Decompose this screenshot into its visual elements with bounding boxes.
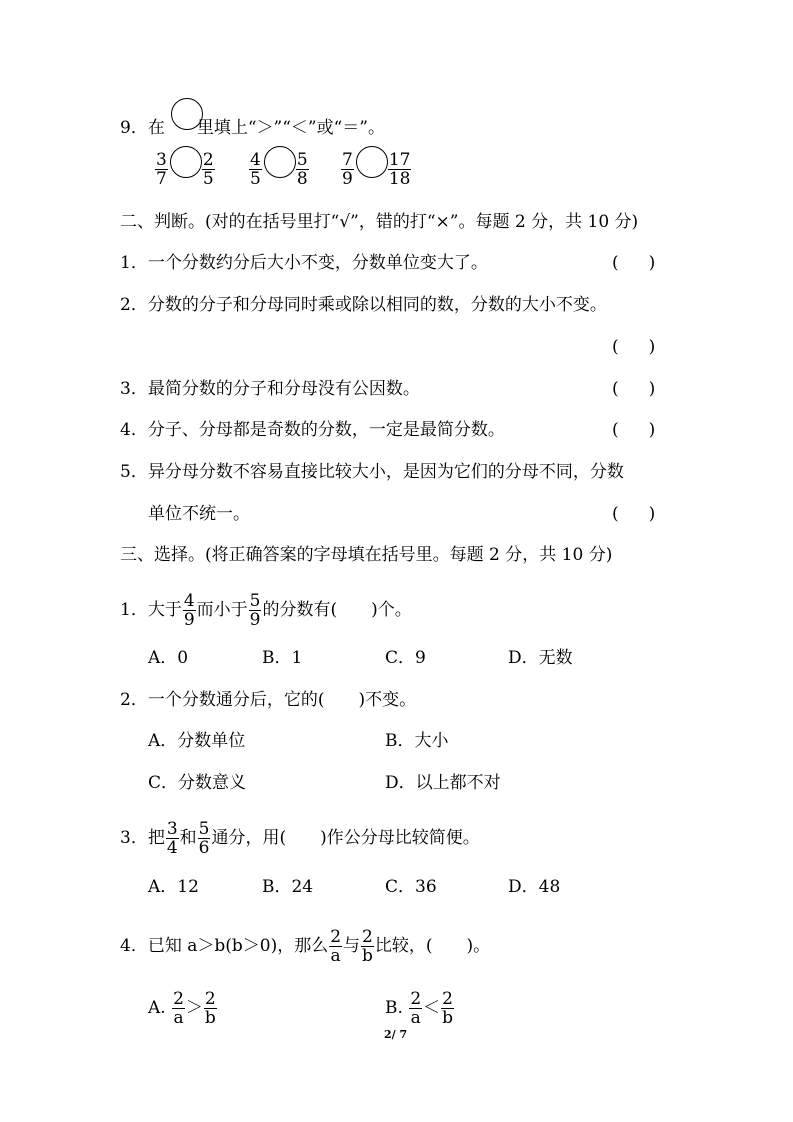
section3-title: 三、选择。(将正确答案的字母填在括号里。每题 2 分，共 10 分) [120,545,613,565]
q1-option-b[interactable]: B．1 [262,648,303,668]
judge-item-5-cont: 单位不统一。 [148,504,250,524]
choice-q1: 1．大于 $\frac{4}{9}$ 而小于 $\frac{5}{9}$ 的分数有( )个。 [120,591,412,630]
fraction: $\frac{17}{18}$ [388,150,411,189]
answer-circle[interactable] [264,146,296,178]
q9-prompt [120,118,385,138]
q9-suffix: 里填上“＞”“＜”或“＝”。 [196,118,385,138]
q4-option-b[interactable]: B. $\frac{2}{a}$ ＜ $\frac{2}{b}$ [385,989,453,1028]
q3-option-a[interactable]: A．12 [148,877,199,897]
q2-option-d[interactable]: D．以上都不对 [385,773,501,793]
answer-paren[interactable]: ( ) [612,379,656,399]
fraction: $\frac{2}{b}$ [442,989,453,1028]
answer-paren[interactable]: ( ) [612,253,656,273]
fraction: $\frac{2}{b}$ [362,927,373,966]
q9-prefix: 9．在 [120,118,165,138]
judge-item-3: 3．最简分数的分子和分母没有公因数。 [120,379,420,399]
fraction: $\frac{2}{a}$ [410,989,422,1028]
choice-q3: 3．把 $\frac{3}{4}$ 和 $\frac{5}{6}$ 通分，用( )作公分母比较简便。 [120,819,480,858]
q3-option-c[interactable]: C．36 [385,877,437,897]
section2-title: 二、判断。(对的在括号里打“√”，错的打“×”。每题 2 分，共 10 分) [120,212,639,232]
q2-option-a[interactable]: A．分数单位 [148,731,246,751]
fraction: $\frac{4}{5}$ [250,150,261,189]
answer-paren[interactable]: ( ) [612,420,656,440]
q3-option-b[interactable]: B．24 [262,877,314,897]
q1-option-c[interactable]: C．9 [385,648,426,668]
q1-option-d[interactable]: D．无数 [508,648,573,668]
fraction: $\frac{2}{b}$ [204,989,216,1028]
fraction: $\frac{4}{9}$ [183,591,195,630]
fraction: $\frac{5}{8}$ [296,150,308,189]
answer-circle[interactable] [356,146,388,178]
judge-item-5: 5．异分母分数不容易直接比较大小，是因为它们的分母不同，分数 [120,462,624,482]
fraction: $\frac{2}{5}$ [202,150,214,189]
answer-paren[interactable]: ( ) [612,337,656,357]
judge-item-4: 4．分子、分母都是奇数的分数，一定是最简分数。 [120,420,505,440]
q4-option-a[interactable]: A. $\frac{2}{a}$ ＞ $\frac{2}{b}$ [148,989,216,1028]
fraction: $\frac{3}{4}$ [166,819,178,858]
choice-q2: 2．一个分数通分后，它的( )不变。 [120,690,417,710]
answer-circle[interactable] [170,146,202,178]
page-number: 2/ 7 [384,1028,408,1041]
judge-item-1: 1．一个分数约分后大小不变，分数单位变大了。 [120,253,488,273]
answer-paren[interactable]: ( ) [612,504,656,524]
fraction: $\frac{2}{a}$ [330,927,342,966]
fraction: $\frac{7}{9}$ [342,150,353,189]
fraction: $\frac{2}{a}$ [173,989,184,1028]
answer-circle [171,98,203,130]
q1-option-a[interactable]: A．0 [148,648,189,668]
fraction: $\frac{3}{7}$ [156,150,167,189]
fraction: $\frac{5}{6}$ [198,819,210,858]
choice-q4: 4．已知 a＞b(b＞0)，那么 $\frac{2}{a}$ 与 $\frac{2}{b}$ 比较，( )。 [120,927,491,966]
q2-option-b[interactable]: B．大小 [385,731,449,751]
fraction: $\frac{5}{9}$ [249,591,261,630]
q3-option-d[interactable]: D．48 [508,877,561,897]
q2-option-c[interactable]: C．分数意义 [148,773,247,793]
judge-item-2: 2．分数的分子和分母同时乘或除以相同的数，分数的大小不变。 [120,295,607,315]
